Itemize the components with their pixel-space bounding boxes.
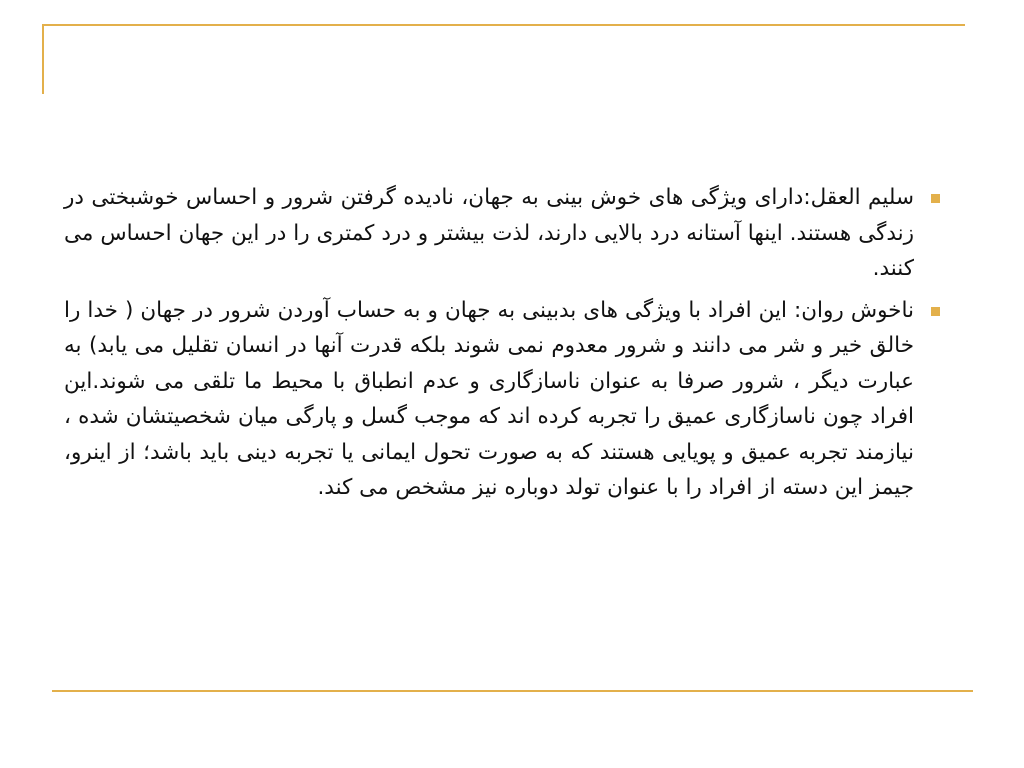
bullet-item: [64, 293, 940, 506]
slide-body: [64, 180, 940, 512]
bullet-list: [64, 180, 940, 506]
bottom-divider: [52, 690, 973, 692]
left-divider: [42, 24, 44, 94]
top-divider: [42, 24, 965, 26]
bullet-text: ناخوش روان: این افراد با ویژگی های بدبینی به جهان و به حساب آوردن شرور در جهان ( خدا را خالق خیر و شر می دانند و شرور معدوم نمی شوند بلکه قدرت آنها در انسان تقلیل می یابد) به عبارت دیگر ، شرور صرفا به عنوان ناسازگاری و عدم انطباق با محیط ما تلقی می شوند.این افراد چون ناسازگاری عمیق را تجربه کرده اند که موجب گسل و پارگی میان شخصیتشان شده ، نیازمند تجربه عمیق و پویایی هستند که به صورت تحول ایمانی یا تجربه دینی باید باشد؛ از اینرو، جیمز این دسته از افراد را با عنوان تولد دوباره نیز مشخص می کند.: [64, 297, 914, 500]
square-bullet-icon: [931, 194, 940, 203]
bullet-text: سلیم العقل:دارای ویژگی های خوش بینی به جهان، نادیده گرفتن شرور و احساس خوشبختی در زندگی هستند. اینها آستانه درد بالایی دارند، لذت بیشتر و درد کمتری را در این جهان احساس می کنند.: [64, 185, 914, 281]
bullet-item: [64, 180, 940, 287]
square-bullet-icon: [931, 307, 940, 316]
